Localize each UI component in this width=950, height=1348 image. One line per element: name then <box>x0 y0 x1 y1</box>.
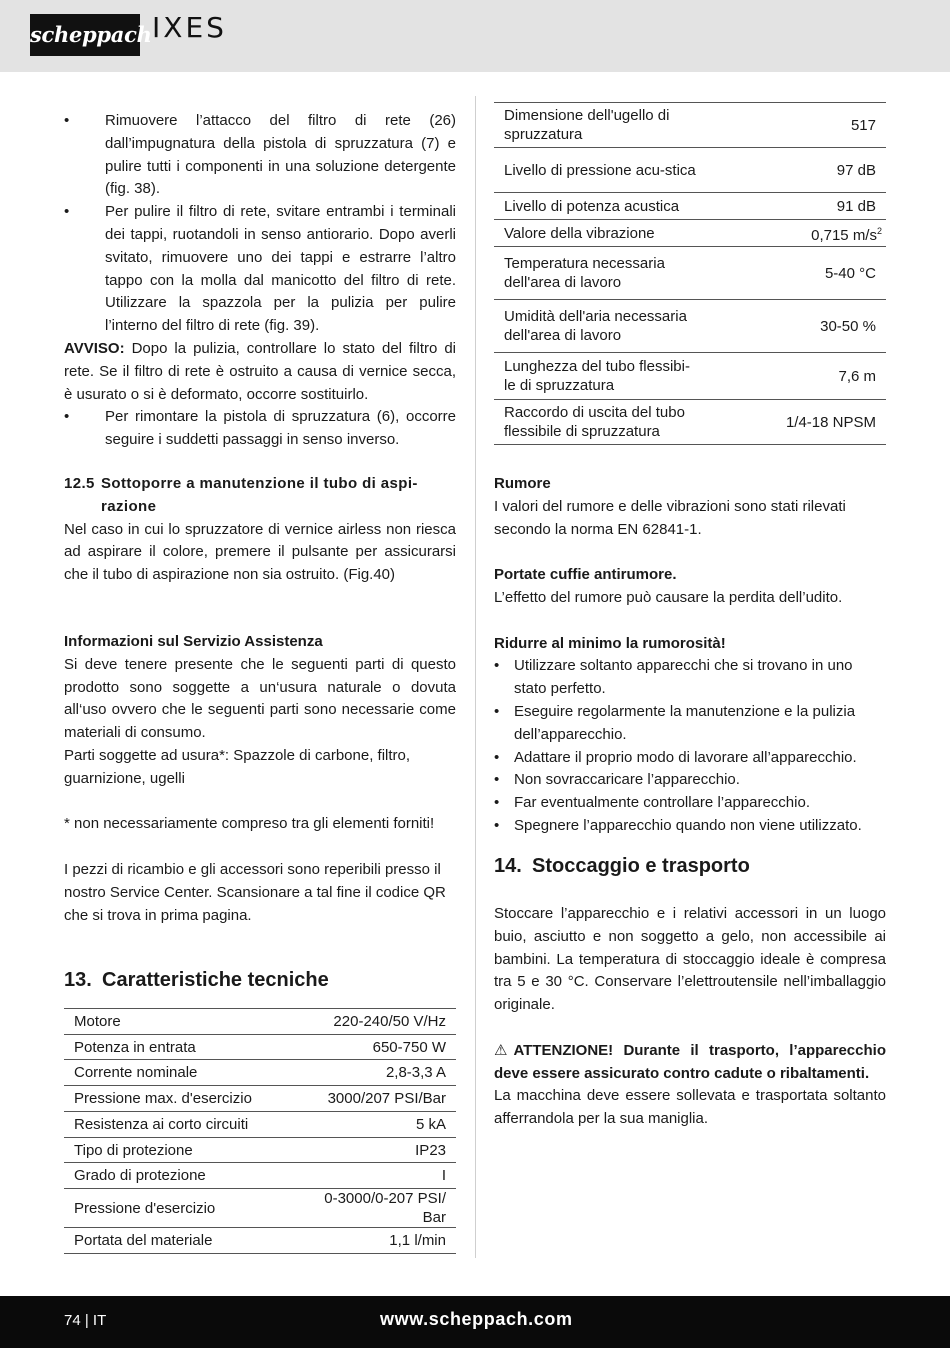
list-item: • Adattare il proprio modo di lavorare all’apparecchio. <box>494 748 857 766</box>
page-header <box>0 0 950 72</box>
spec-label: Dimensione dell'ugello di spruzzatura <box>494 103 709 148</box>
spec-label: Pressione max. d'esercizio <box>64 1086 306 1112</box>
section-12-5 <box>64 473 456 587</box>
cleaning-instructions <box>64 110 456 452</box>
noise-section: Rumore I valori del rumore e delle vibrazioni sono stati rilevati secondo la norma EN 62841-1. Portate cuffie antirumore. L’effetto del rumore può causare la perdita dell’udito. Ridurre al minimo la rumorosità! • Utilizzare soltanto apparecchi che si trovano in uno stato perfetto. • Eseguire regolarmente la manutenzione e la pulizia dell’apparecchio. • Adattare il proprio modo di lavorare all’apparecchio. • Non sovraccaricare l’apparecchio. • Far eventualmente controllare l’apparecchio. • Spegnere l’apparecchio quando non viene utilizzato. <box>494 473 886 838</box>
spec-value: 220-240/50 V/Hz <box>306 1009 456 1035</box>
table-row <box>494 103 886 148</box>
spec-value: I <box>306 1163 456 1189</box>
spec-value: 650-750 W <box>306 1035 456 1060</box>
table-row <box>494 300 886 353</box>
scheppach-logo: scheppach <box>30 14 140 56</box>
spec-label: Potenza in entrata <box>64 1035 306 1060</box>
page-footer <box>0 1296 950 1348</box>
list-item: • Eseguire regolarmente la manutenzione e la pulizia dell’apparecchio. <box>494 702 856 743</box>
list-item: • Per rimontare la pistola di spruzzatura (6), occorre seguire i suddetti passaggi in senso inverso. <box>64 408 456 449</box>
table-row <box>494 148 886 193</box>
unit-superscript: 2 <box>876 225 882 236</box>
table-row <box>64 1163 456 1189</box>
reduce-noise-list <box>494 655 886 837</box>
spec-value: 517 <box>709 103 886 148</box>
spec-label: Motore <box>64 1009 306 1035</box>
table-row <box>64 1035 456 1060</box>
section-title: 12.5 Sottoporre a manutenzione il tubo di aspi- razione <box>64 475 418 515</box>
table-row <box>64 1009 456 1035</box>
spec-label: Valore della vibrazione <box>494 220 709 247</box>
spec-value: 1,1 l/min <box>306 1228 456 1254</box>
spec-value: 97 dB <box>709 148 886 193</box>
service-info: Informazioni sul Servizio Assistenza Si deve tenere presente che le seguenti parti di questo prodotto sono soggette a un‘usura naturale o dovuta all‘uso ovvero che le seguenti parti sono necessarie come materiali di consumo. Parti soggette ad usura*: Spazzole di carbone, filtro, guarnizione, ugelli * non necessariamente compreso tra gli elementi forniti! I pezzi di ricambio e gli accessori sono reperibili presso il nostro Service Center. Scansionare a tal fine il codice QR che si trova in prima pagina. <box>64 633 456 924</box>
list-item: • Spegnere l’apparecchio quando non viene utilizzato. <box>494 816 862 834</box>
spec-label: Raccordo di uscita del tubo flessibile di spruzzatura <box>494 400 709 445</box>
list-item: • Utilizzare soltanto apparecchi che si trovano in uno stato perfetto. <box>494 657 853 698</box>
table-row <box>64 1189 456 1228</box>
spec-value: 2,8-3,3 A <box>306 1060 456 1086</box>
spec-label: Pressione d'esercizio <box>64 1189 306 1228</box>
spec-value: 30-50 % <box>709 300 886 353</box>
spec-label: Umidità dell'aria necessaria dell'area di lavoro <box>494 300 709 353</box>
list-item: • Per pulire il filtro di rete, svitare entrambi i terminali dei tappi, ruotandoli in senso antiorario. Dopo averli svitato, rimuovere uno dei tappi e estrarre l’altro tappo con la molla dal manicotto del filtro di rete. Utilizzare la spazzola per la pulizia per pulire l’interno del filtro di rete (fig. 39). <box>64 203 456 335</box>
list-item: • Non sovraccaricare l’apparecchio. <box>494 771 740 789</box>
table-row <box>64 1086 456 1112</box>
spec-value: 3000/207 PSI/Bar <box>306 1086 456 1112</box>
table-row <box>494 247 886 300</box>
ear-protection-heading: Portate cuffie antirumore. <box>494 566 677 584</box>
storage-section: Stoccare l’apparecchio e i relativi accessori in un luogo buio, asciutto e non soggetto a gelo, non accessibile ai bambini. La temperatura di stoccaggio ideale è compresa tra 5 e 30 °C. Conservare l’elettroutensile nell’imballaggio originale. ⚠ ATTENZIONE! Durante il trasporto, l’apparecchio deve essere assicurato contro cadute o ribaltamenti. La macchina deve essere sollevata e trasportata soltanto afferrandola per la sua maniglia. <box>494 905 886 1128</box>
spec-label: Grado di protezione <box>64 1163 306 1189</box>
table-row <box>64 1138 456 1163</box>
spec-table <box>64 1008 456 1254</box>
table-row <box>494 193 886 220</box>
noise-heading: Rumore <box>494 475 551 492</box>
section-text: Nel caso in cui lo spruzzatore di vernice airless non riesca ad aspirare il colore, premere il pulsante per assicurarsi che il tubo di aspirazione non sia ostruito. (Fig.40) <box>64 520 456 584</box>
spec-label: Corrente nominale <box>64 1060 306 1086</box>
warning-icon: ⚠ <box>494 1041 508 1059</box>
notice-paragraph: AVVISO: Dopo la pulizia, controllare lo stato del filtro di rete. Se il filtro di rete è ostruito a causa di vernice secca, è usurato o si è deformato, occorre sostituirlo. <box>64 339 456 403</box>
spec-label: Tipo di protezione <box>64 1138 306 1163</box>
spec-label: Resistenza ai corto circuiti <box>64 1112 306 1138</box>
spec-value: IP23 <box>306 1138 456 1163</box>
table-row <box>64 1060 456 1086</box>
spec-label: Livello di potenza acustica <box>494 193 709 220</box>
table-row <box>494 220 886 247</box>
spec-label: Portata del materiale <box>64 1228 306 1254</box>
spec-label: Livello di pressione acu-stica <box>494 148 709 193</box>
page-number: 74 | IT <box>64 1312 107 1329</box>
spec-label: Temperatura necessaria dell'area di lavoro <box>494 247 709 300</box>
table-row <box>64 1112 456 1138</box>
reduce-noise-heading: Ridurre al minimo la rumorosità! <box>494 634 726 652</box>
table-row <box>494 400 886 445</box>
spec-label: Lunghezza del tubo flessibi-le di spruzzatura <box>494 353 709 400</box>
website-url: www.scheppach.com <box>380 1309 573 1329</box>
transport-warning: ⚠ ATTENZIONE! Durante il trasporto, l’apparecchio deve essere assicurato contro cadute o ribaltamenti. <box>494 1041 886 1082</box>
section-13-heading: 13. Caratteristiche tecniche <box>64 969 329 991</box>
column-divider <box>475 96 476 1258</box>
list-item: • Rimuovere l’attacco del filtro di rete (26) dall’impugnatura della pistola di spruzzatura (7) e pulire tutti i componenti in una soluzione detergente (fig. 38). <box>64 112 456 198</box>
service-heading: Informazioni sul Servizio Assistenza <box>64 633 323 650</box>
spec-value: 91 dB <box>709 193 886 220</box>
list-item: • Far eventualmente controllare l’apparecchio. <box>494 794 810 812</box>
spec-table-continued <box>494 102 886 445</box>
spec-value: 0,715 $m/s^2$ <box>709 220 886 247</box>
spec-value: 5 kA <box>306 1112 456 1138</box>
table-row <box>494 353 886 400</box>
spec-value: 7,6 m <box>709 353 886 400</box>
spec-value: 0-3000/0-207 PSI/ Bar <box>306 1189 456 1228</box>
spec-value: 5-40 °C <box>709 247 886 300</box>
ixes-brand-logo: IXES <box>152 11 227 44</box>
table-row <box>64 1228 456 1254</box>
spec-value: 1/4-18 NPSM <box>709 400 886 445</box>
notice-label: AVVISO: <box>64 339 125 357</box>
section-14-heading: 14. Stoccaggio e trasporto <box>494 855 750 877</box>
